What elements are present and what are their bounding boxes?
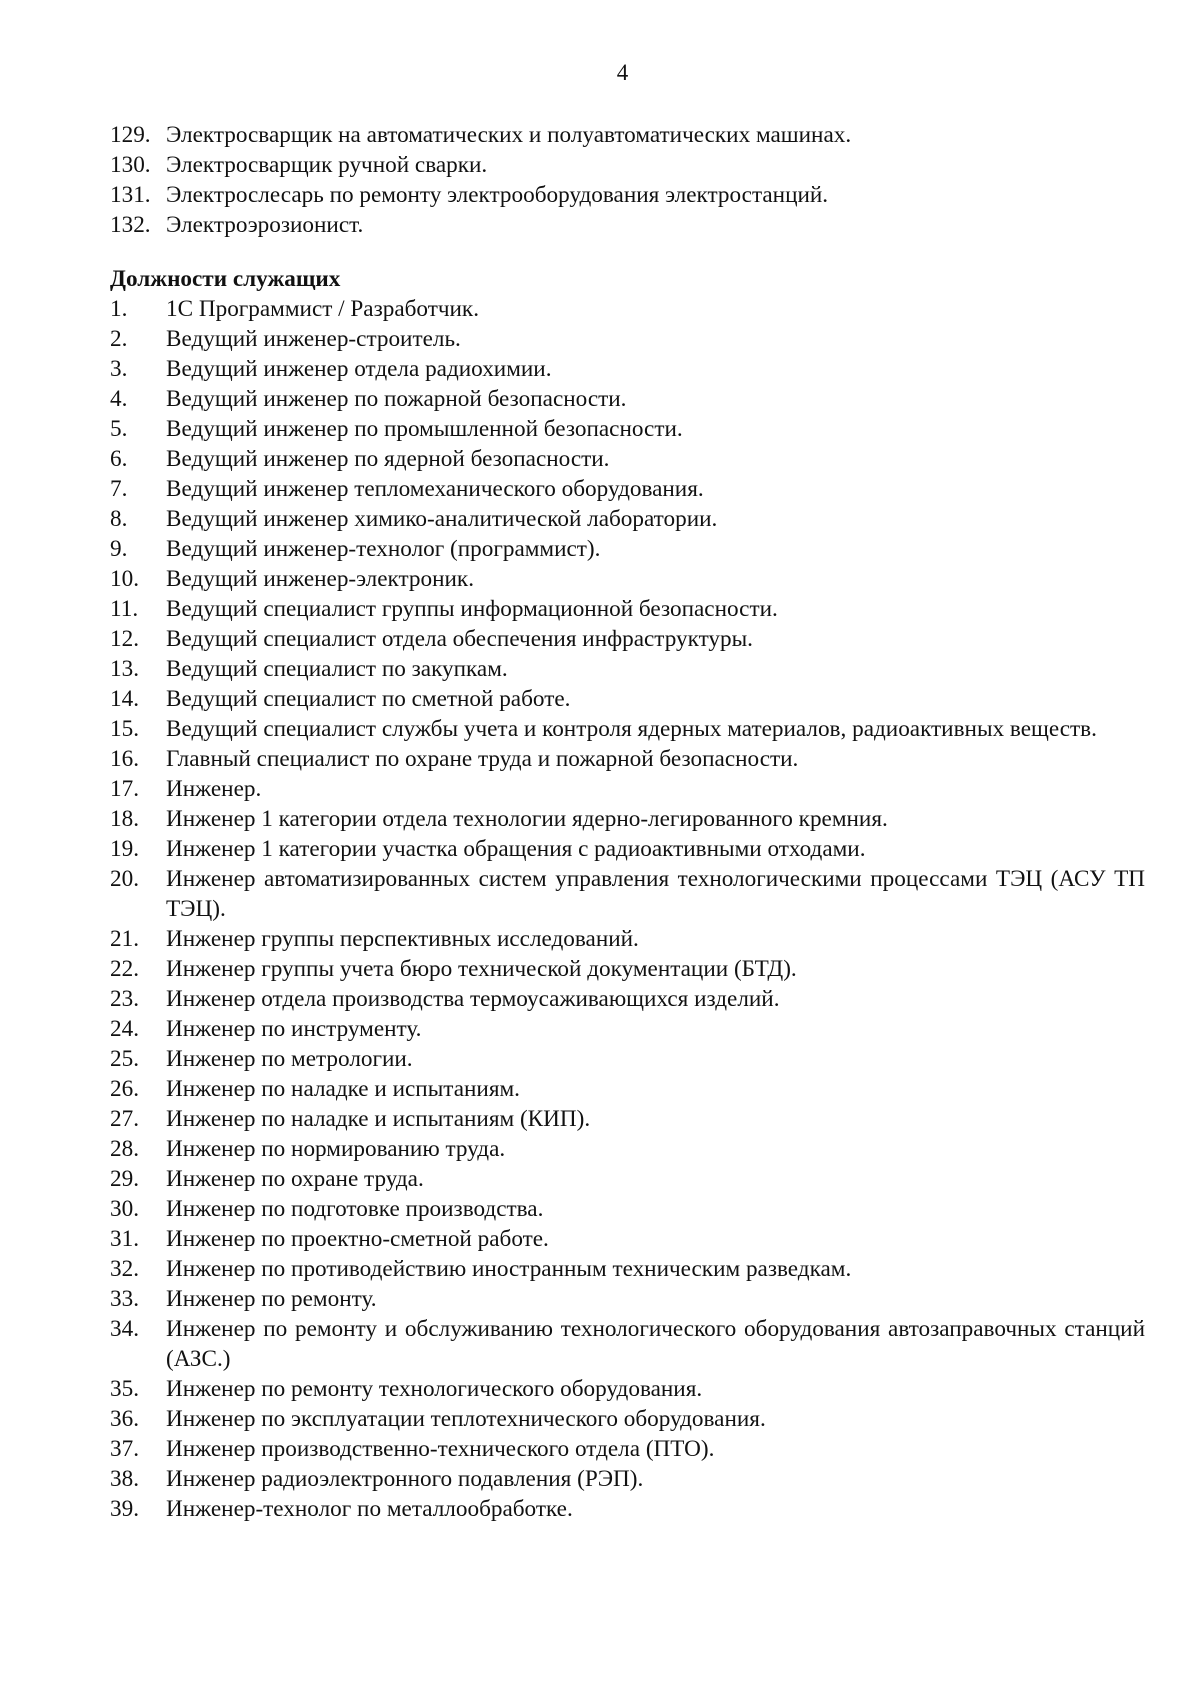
- list-item-number: 7.: [110, 476, 128, 502]
- list-item-text: Инженер-технолог по металлообработке.: [166, 1496, 573, 1522]
- list-item-text: Ведущий специалист по закупкам.: [166, 656, 508, 682]
- list-item: [110, 210, 1145, 240]
- list-item-text: Инженер по инструменту.: [166, 1016, 422, 1042]
- list-item: [110, 924, 1145, 954]
- list-item-number: 18.: [110, 806, 139, 832]
- list-item-text: Инженер по противодействию иностранным техническим разведкам.: [166, 1256, 852, 1282]
- list-item-text: Инженер 1 категории участка обращения с радиоактивными отходами.: [166, 836, 866, 862]
- list-item-text: 1С Программист / Разработчик.: [166, 296, 479, 322]
- list-item: [110, 564, 1145, 594]
- list-item-text: Ведущий инженер химико-аналитической лаборатории.: [166, 506, 718, 532]
- list-item: [110, 1074, 1145, 1104]
- list-item-number: 14.: [110, 686, 139, 712]
- list-item-text: Ведущий специалист группы информационной безопасности.: [166, 596, 778, 622]
- list-item: [110, 1374, 1145, 1404]
- list-item-text: Ведущий инженер по пожарной безопасности.: [166, 386, 627, 412]
- list-item-number: 8.: [110, 506, 128, 532]
- list-item-text: Ведущий инженер по ядерной безопасности.: [166, 446, 610, 472]
- list-item-text: Электросварщик на автоматических и полуавтоматических машинах.: [166, 122, 852, 148]
- list-item: [110, 1194, 1145, 1224]
- list-item: [110, 1044, 1145, 1074]
- list-item-text: Инженер группы перспективных исследований.: [166, 926, 639, 952]
- list-item: [110, 774, 1145, 804]
- list-item: [110, 1134, 1145, 1164]
- list-item: [110, 1224, 1145, 1254]
- list-item: [110, 744, 1145, 774]
- list-item-number: 31.: [110, 1226, 139, 1252]
- list-item-number: 16.: [110, 746, 139, 772]
- list-item-number: 11.: [110, 596, 139, 622]
- list-item-text: Инженер по подготовке производства.: [166, 1196, 544, 1222]
- list-item-number: 10.: [110, 566, 139, 592]
- list-item: [110, 1164, 1145, 1194]
- list-item-number: 13.: [110, 656, 139, 682]
- list-item-text: Инженер производственно-технического отдела (ПТО).: [166, 1436, 715, 1462]
- list-item-number: 30.: [110, 1196, 139, 1222]
- list-item-number: 19.: [110, 836, 139, 862]
- list-item: [110, 1494, 1145, 1524]
- list-item: [110, 384, 1145, 414]
- list-item-text: Инженер по ремонту технологического оборудования.: [166, 1376, 703, 1402]
- document-body: [110, 120, 1145, 1524]
- list-item: [110, 594, 1145, 624]
- list-item-number: 4.: [110, 386, 128, 412]
- list-item-text: Инженер автоматизированных систем управления технологическими процессами ТЭЦ (АСУ ТП ТЭЦ).: [166, 866, 1145, 922]
- list-item-text: Инженер по ремонту.: [166, 1286, 377, 1312]
- list-item: [110, 120, 1145, 150]
- list-item-number: 6.: [110, 446, 128, 472]
- list-item-number: 24.: [110, 1016, 139, 1042]
- list-item: [110, 324, 1145, 354]
- list-item-text: Электроэрозионист.: [166, 212, 364, 238]
- list-item-text: Инженер по ремонту и обслуживанию технологического оборудования автозаправочных станций (АЗС.): [166, 1316, 1145, 1372]
- list-item: [110, 534, 1145, 564]
- workers-list: [110, 120, 1145, 240]
- list-item: [110, 624, 1145, 654]
- list-item-number: 33.: [110, 1286, 139, 1312]
- list-item-number: 20.: [110, 866, 139, 892]
- list-item: [110, 684, 1145, 714]
- list-item-text: Инженер.: [166, 776, 262, 802]
- list-item: [110, 984, 1145, 1014]
- list-item-number: 26.: [110, 1076, 139, 1102]
- list-item-number: 39.: [110, 1496, 139, 1522]
- list-item-text: Инженер по наладке и испытаниям.: [166, 1076, 520, 1102]
- list-item-number: 28.: [110, 1136, 139, 1162]
- list-item-number: 132.: [110, 212, 151, 238]
- list-item: [110, 804, 1145, 834]
- list-item-number: 27.: [110, 1106, 139, 1132]
- list-item: [110, 1404, 1145, 1434]
- list-item: [110, 504, 1145, 534]
- list-item-number: 1.: [110, 296, 128, 322]
- list-item-text: Ведущий инженер-строитель.: [166, 326, 461, 352]
- list-item-text: Инженер по проектно-сметной работе.: [166, 1226, 549, 1252]
- list-item-text: Инженер по нормированию труда.: [166, 1136, 506, 1162]
- list-item: [110, 414, 1145, 444]
- list-item-number: 15.: [110, 716, 139, 742]
- list-item: [110, 1464, 1145, 1494]
- list-item: [110, 294, 1145, 324]
- list-item-number: 23.: [110, 986, 139, 1012]
- list-item-number: 22.: [110, 956, 139, 982]
- list-item-text: Инженер отдела производства термоусаживающихся изделий.: [166, 986, 780, 1012]
- list-item-text: Ведущий инженер тепломеханического оборудования.: [166, 476, 704, 502]
- list-item-number: 12.: [110, 626, 139, 652]
- list-item-number: 129.: [110, 122, 151, 148]
- list-item-text: Инженер группы учета бюро технической документации (БТД).: [166, 956, 797, 982]
- list-item: [110, 1014, 1145, 1044]
- list-item-number: 5.: [110, 416, 128, 442]
- list-item-number: 2.: [110, 326, 128, 352]
- list-item-text: Инженер по наладке и испытаниям (КИП).: [166, 1106, 591, 1132]
- list-item-number: 131.: [110, 182, 151, 208]
- list-item-number: 3.: [110, 356, 128, 382]
- list-item: [110, 180, 1145, 210]
- list-item-number: 34.: [110, 1316, 139, 1342]
- list-item: [110, 444, 1145, 474]
- list-item-text: Инженер 1 категории отдела технологии ядерно-легированного кремния.: [166, 806, 888, 832]
- list-item: [110, 354, 1145, 384]
- list-item-text: Электросварщик ручной сварки.: [166, 152, 488, 178]
- list-item: [110, 1254, 1145, 1284]
- list-item-text: Ведущий специалист службы учета и контроля ядерных материалов, радиоактивных веществ.: [166, 716, 1097, 742]
- list-item-number: 21.: [110, 926, 139, 952]
- list-item: [110, 714, 1145, 744]
- list-item: [110, 864, 1145, 924]
- employees-list: [110, 294, 1145, 1524]
- list-item: [110, 954, 1145, 984]
- list-item: [110, 654, 1145, 684]
- list-item-number: 35.: [110, 1376, 139, 1402]
- list-item-number: 17.: [110, 776, 139, 802]
- list-item-text: Ведущий инженер-технолог (программист).: [166, 536, 601, 562]
- list-item: [110, 834, 1145, 864]
- list-item-number: 9.: [110, 536, 128, 562]
- list-item-number: 130.: [110, 152, 151, 178]
- page-number: 4: [616, 60, 629, 85]
- list-item-number: 25.: [110, 1046, 139, 1072]
- section-heading: Должности служащих: [110, 266, 341, 292]
- list-item-number: 36.: [110, 1406, 139, 1432]
- list-item-text: Ведущий специалист отдела обеспечения инфраструктуры.: [166, 626, 753, 652]
- list-item-number: 38.: [110, 1466, 139, 1492]
- list-item: [110, 474, 1145, 504]
- list-item-number: 32.: [110, 1256, 139, 1282]
- list-item-text: Инженер по метрологии.: [166, 1046, 413, 1072]
- list-item-text: Ведущий специалист по сметной работе.: [166, 686, 571, 712]
- list-item: [110, 1284, 1145, 1314]
- list-item-text: Главный специалист по охране труда и пожарной безопасности.: [166, 746, 799, 772]
- list-item-text: Инженер радиоэлектронного подавления (РЭП).: [166, 1466, 644, 1492]
- list-item: [110, 150, 1145, 180]
- list-item-number: 29.: [110, 1166, 139, 1192]
- list-item-text: Ведущий инженер-электроник.: [166, 566, 474, 592]
- list-item: [110, 1104, 1145, 1134]
- list-item-text: Ведущий инженер по промышленной безопасности.: [166, 416, 683, 442]
- list-item-text: Электрослесарь по ремонту электрооборудования электростанций.: [166, 182, 829, 208]
- list-item: [110, 1434, 1145, 1464]
- list-item-text: Инженер по эксплуатации теплотехнического оборудования.: [166, 1406, 766, 1432]
- list-item-text: Инженер по охране труда.: [166, 1166, 424, 1192]
- list-item: [110, 1314, 1145, 1374]
- list-item-number: 37.: [110, 1436, 139, 1462]
- list-item-text: Ведущий инженер отдела радиохимии.: [166, 356, 552, 382]
